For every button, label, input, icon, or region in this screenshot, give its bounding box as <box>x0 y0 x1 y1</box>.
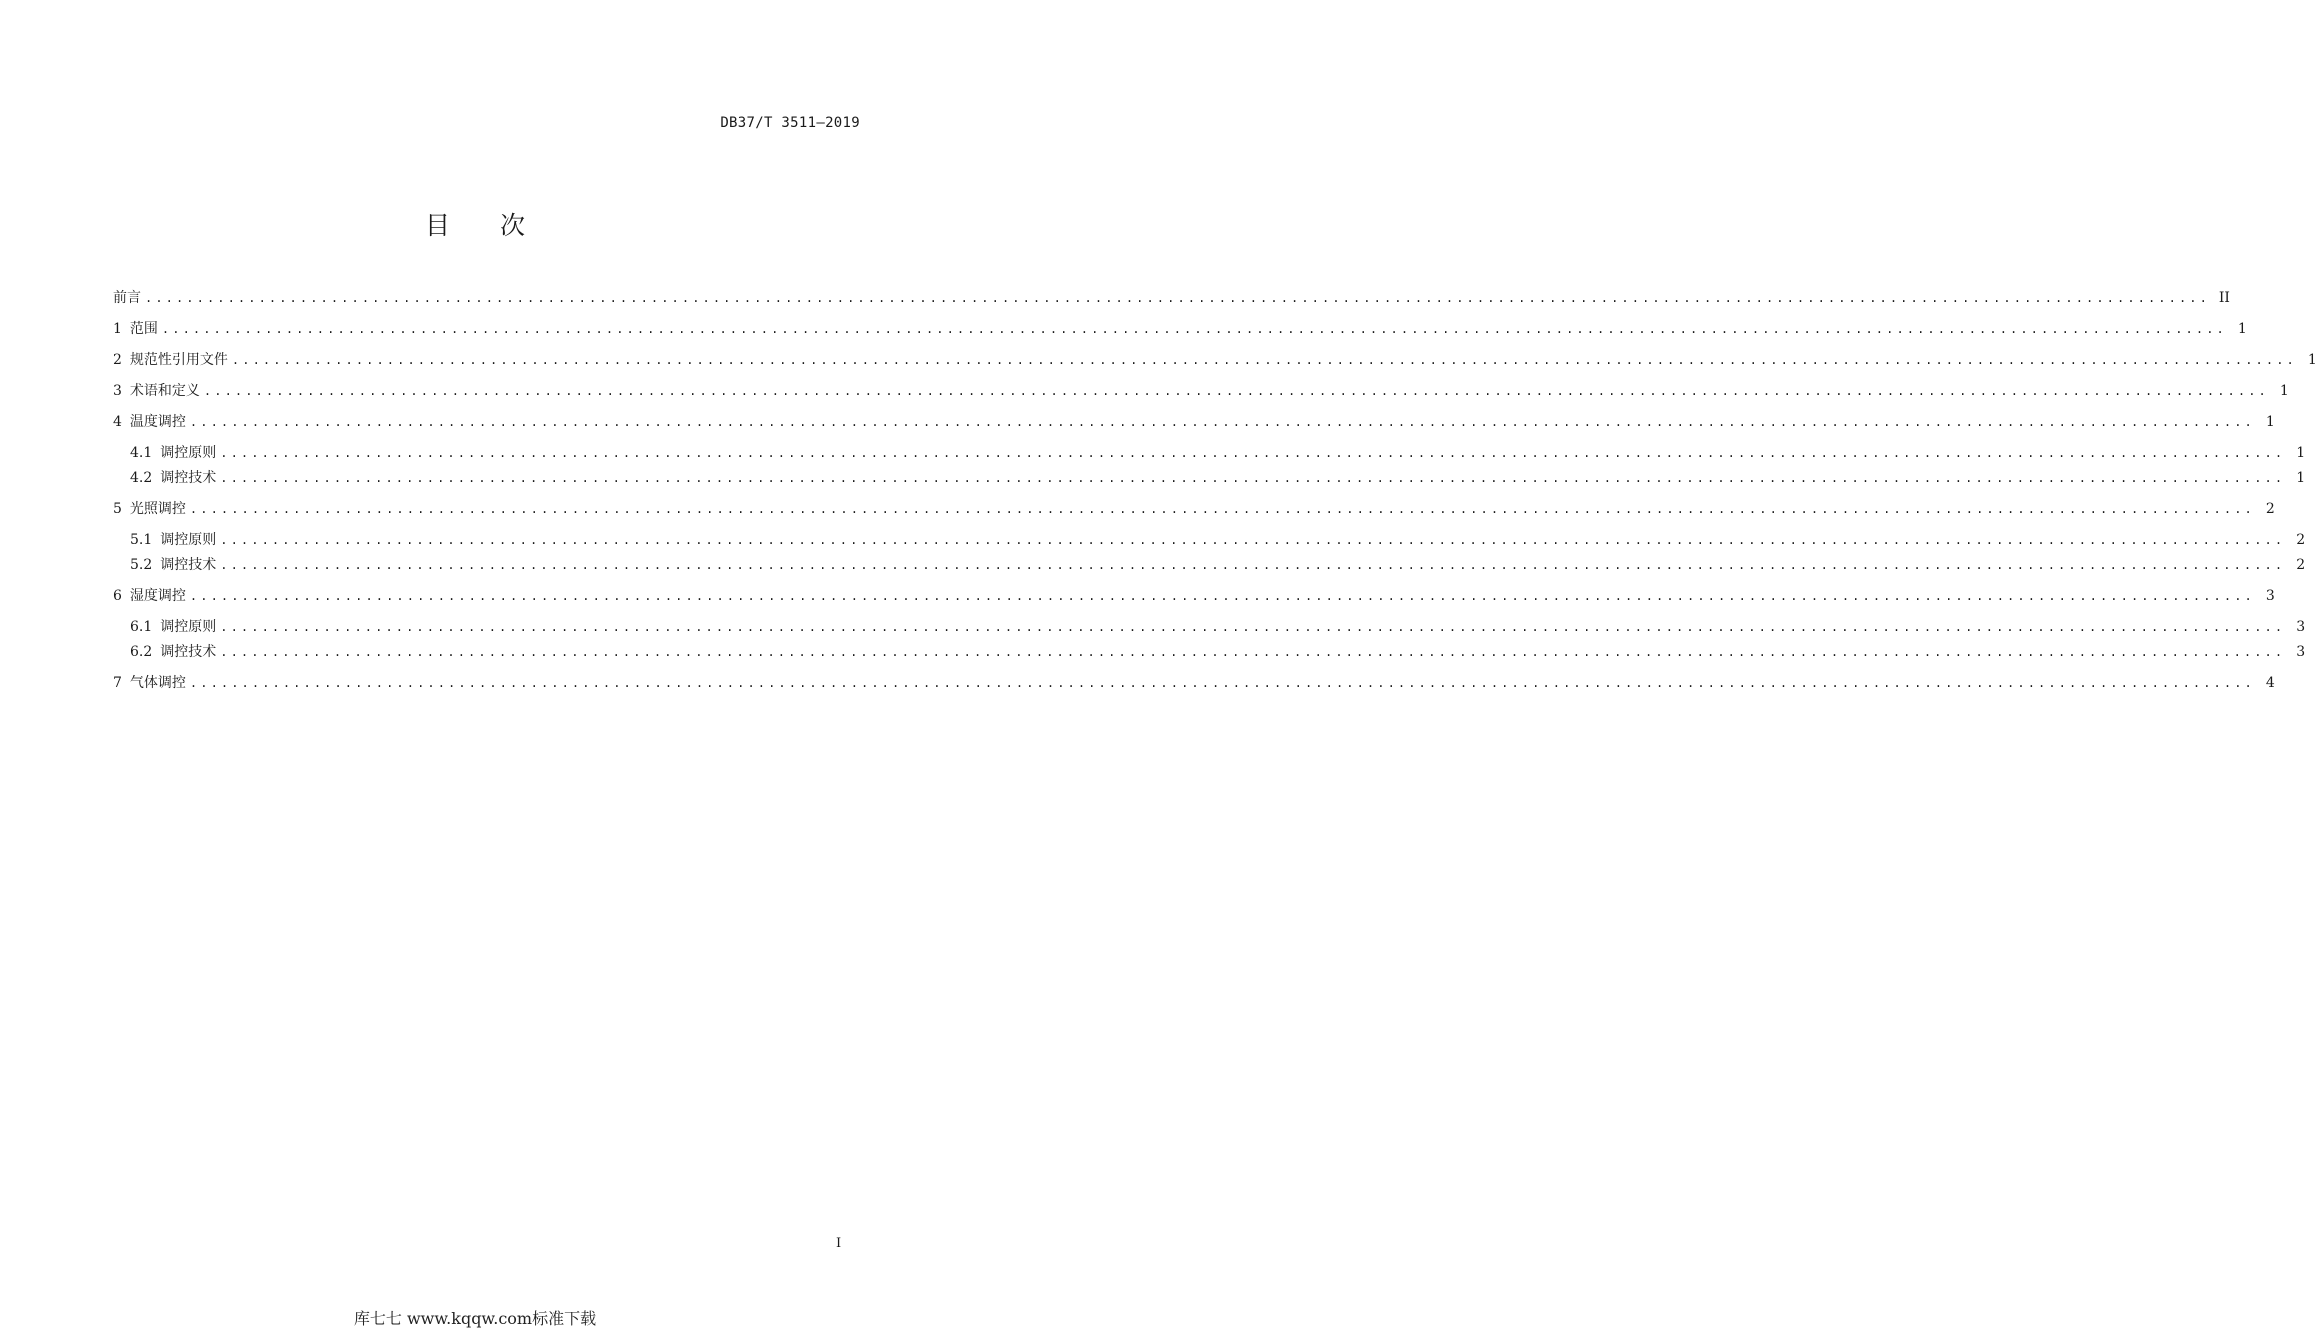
toc-leader-dots: ........................................................................................................................................................................................................ <box>161 322 2227 336</box>
toc-entry-5[interactable] <box>113 499 2275 519</box>
toc-entry-number: 3 <box>113 383 122 399</box>
toc-entry-label: 前言 <box>113 290 141 306</box>
toc-leader-dots: ........................................................................................................................................................................................................ <box>203 384 2269 398</box>
toc-entry-number: 5 <box>113 501 122 517</box>
toc-leader-dots: ........................................................................................................................................................................................................ <box>220 471 2286 485</box>
toc-entry-label: 调控原则 <box>160 532 217 548</box>
page-number: I <box>836 1236 842 1251</box>
toc-entry-number: 1 <box>113 321 122 337</box>
toc-entry-page: 2 <box>2296 557 2306 573</box>
footer-watermark: 库七七 www.kqqw.com标准下载 <box>353 1309 597 1328</box>
toc-leader-dots: ........................................................................................................................................................................................................ <box>231 353 2297 367</box>
toc-entry-page: 2 <box>2296 532 2306 548</box>
toc-entry-page: 1 <box>2296 470 2306 486</box>
toc-entry-3[interactable] <box>113 381 2289 401</box>
toc-entry-label: 气体调控 <box>129 675 186 691</box>
toc-entry-number: 5.1 <box>130 532 153 548</box>
toc-entry-6-2[interactable] <box>130 642 2306 662</box>
toc-entry-4-2[interactable] <box>130 468 2306 488</box>
toc-leader-dots: ........................................................................................................................................................................................................ <box>220 645 2286 659</box>
toc-leader-dots: ........................................................................................................................................................................................................ <box>189 589 2255 603</box>
toc-entry-label: 湿度调控 <box>129 588 186 604</box>
toc-entry-4-1[interactable] <box>130 443 2306 463</box>
toc-entry-label: 温度调控 <box>129 414 186 430</box>
toc-leader-dots: ........................................................................................................................................................................................................ <box>189 676 2255 690</box>
toc-entry-page: 1 <box>2296 445 2306 461</box>
toc-entry-2[interactable] <box>113 350 2317 370</box>
toc-leader-dots: ........................................................................................................................................................................................................ <box>189 502 2255 516</box>
toc-entry-label: 调控技术 <box>160 644 217 660</box>
toc-entry-label: 调控原则 <box>160 619 217 635</box>
toc-entry-foreword[interactable] <box>113 288 2230 308</box>
toc-entry-label: 光照调控 <box>129 501 186 517</box>
toc-entry-number: 7 <box>113 675 122 691</box>
toc-entry-label: 调控原则 <box>160 445 217 461</box>
toc-entry-6-1[interactable] <box>130 617 2306 637</box>
toc-entry-page: 4 <box>2265 675 2275 691</box>
toc-entry-number: 5.2 <box>130 557 153 573</box>
toc-entry-label: 调控技术 <box>160 557 217 573</box>
toc-entry-5-2[interactable] <box>130 555 2306 575</box>
toc-entry-number: 2 <box>113 352 122 368</box>
toc-entry-label: 调控技术 <box>160 470 217 486</box>
toc-entry-page: 3 <box>2265 588 2275 604</box>
toc-title-part1: 目 <box>424 211 450 240</box>
toc-entry-1[interactable] <box>113 319 2247 339</box>
toc-leader-dots: ........................................................................................................................................................................................................ <box>189 415 2255 429</box>
toc-entry-page: 1 <box>2265 414 2275 430</box>
toc-entry-number: 6.2 <box>130 644 153 660</box>
toc-leader-dots: ........................................................................................................................................................................................................ <box>220 558 2286 572</box>
toc-entry-label: 范围 <box>129 321 158 337</box>
toc-entry-6[interactable] <box>113 586 2275 606</box>
toc-leader-dots: ........................................................................................................................................................................................................ <box>145 291 2210 305</box>
toc-entry-label: 规范性引用文件 <box>129 352 228 368</box>
toc-entry-page: 3 <box>2296 644 2306 660</box>
toc-leader-dots: ........................................................................................................................................................................................................ <box>220 620 2286 634</box>
toc-entry-4[interactable] <box>113 412 2275 432</box>
toc-entry-number: 4.2 <box>130 470 153 486</box>
toc-entry-number: 6 <box>113 588 122 604</box>
toc-title-part2: 次 <box>500 211 526 240</box>
toc-entry-page: 3 <box>2296 619 2306 635</box>
toc-entry-number: 4 <box>113 414 122 430</box>
toc-entry-page: II <box>2218 290 2230 306</box>
toc-entry-number: 4.1 <box>130 445 153 461</box>
toc-entry-number: 6.1 <box>130 619 153 635</box>
toc-entry-7[interactable] <box>113 673 2275 693</box>
toc-entry-label: 术语和定义 <box>129 383 200 399</box>
toc-leader-dots: ........................................................................................................................................................................................................ <box>220 533 2286 547</box>
toc-entry-page: 1 <box>2307 352 2317 368</box>
toc-entry-page: 1 <box>2279 383 2289 399</box>
toc-entry-page: 1 <box>2237 321 2247 337</box>
toc-leader-dots: ........................................................................................................................................................................................................ <box>220 446 2286 460</box>
toc-entry-5-1[interactable] <box>130 530 2306 550</box>
toc-entry-page: 2 <box>2265 501 2275 517</box>
document-code: DB37/T 3511—2019 <box>720 115 860 131</box>
